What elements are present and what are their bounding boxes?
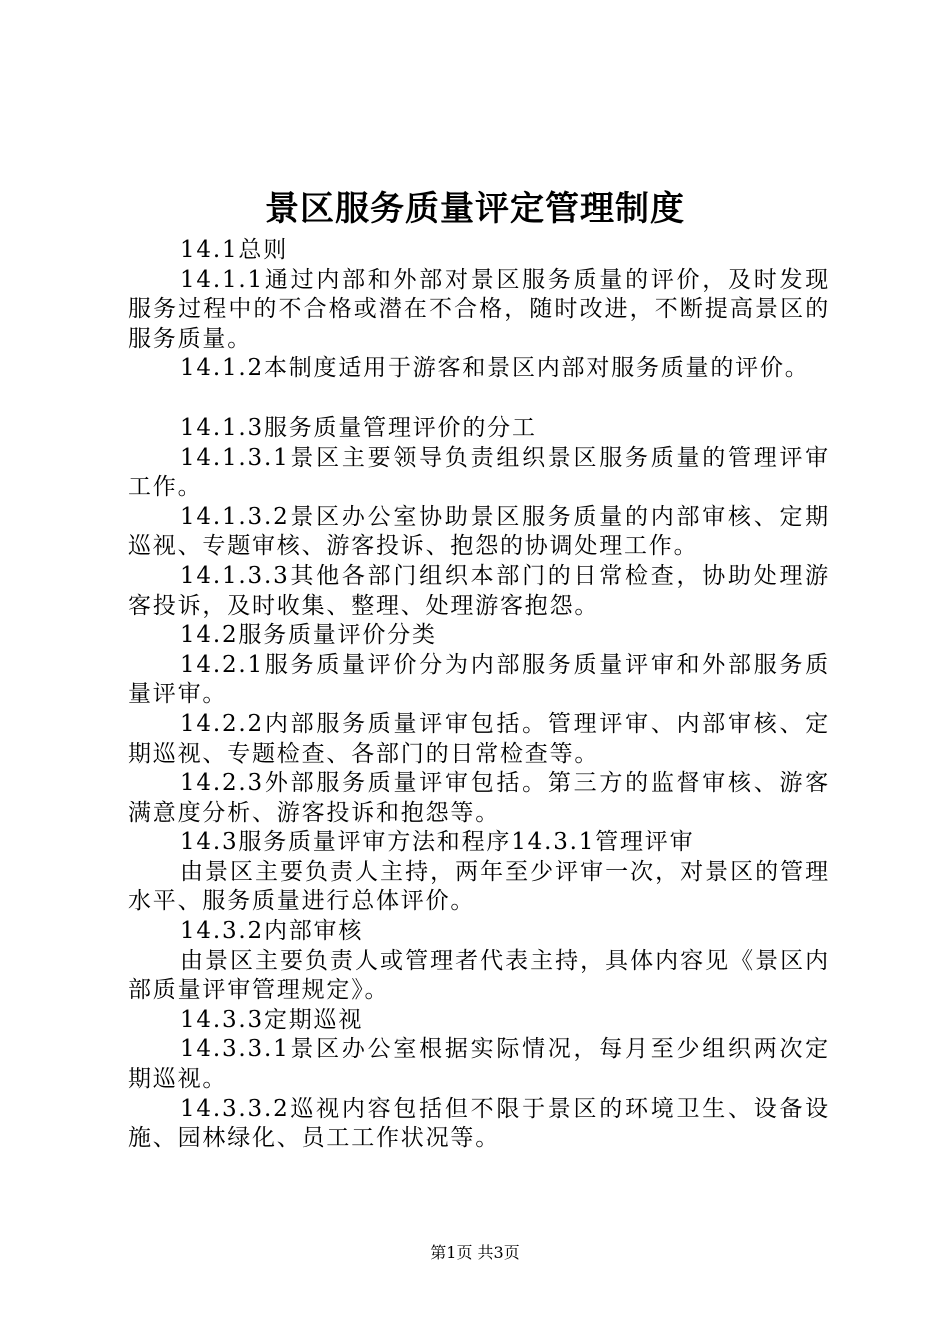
section-heading: 14.3.2内部审核	[180, 918, 364, 945]
paragraph: 由景区主要负责人主持，两年至少评审一次，对景区的管理水平、服务质量进行总体评价。	[128, 858, 830, 915]
document-title: 景区服务质量评定管理制度	[265, 189, 685, 229]
paragraph: 14.1.2本制度适用于游客和景区内部对服务质量的评价。	[180, 355, 810, 382]
paragraph: 14.2.3外部服务质量评审包括。第三方的监督审核、游客满意度分析、游客投诉和抱怨等。	[128, 770, 830, 826]
paragraph: 14.1.3.1景区主要领导负责组织景区服务质量的管理评审工作。	[128, 444, 830, 501]
paragraph: 14.2.2内部服务质量评审包括。管理评审、内部审核、定期巡视、专题检查、各部门的日常检查等。	[128, 710, 830, 767]
paragraph: 由景区主要负责人或管理者代表主持，具体内容见《景区内部质量评审管理规定》。	[128, 947, 830, 1004]
paragraph: 14.2.1服务质量评价分为内部服务质量评审和外部服务质量评审。	[128, 651, 830, 708]
paragraph: 14.1.3.3其他各部门组织本部门的日常检查，协助处理游客投诉，及时收集、整理、处理游客抱怨。	[128, 562, 830, 619]
paragraph: 14.1.1通过内部和外部对景区服务质量的评价，及时发现服务过程中的不合格或潜在不合格，随时改进，不断提高景区的服务质量。	[128, 266, 830, 352]
section-heading: 14.1总则	[180, 237, 289, 263]
section-heading: 14.3服务质量评审方法和程序14.3.1管理评审	[180, 829, 695, 856]
paragraph: 14.1.3.2景区办公室协助景区服务质量的内部审核、定期巡视、专题审核、游客投诉、抱怨的协调处理工作。	[128, 503, 830, 560]
paragraph: 14.3.3.1景区办公室根据实际情况，每月至少组织两次定期巡视。	[128, 1036, 830, 1093]
page-number-footer: 第1页 共3页	[430, 1243, 520, 1262]
document-body	[128, 236, 830, 1154]
section-heading: 14.3.3定期巡视	[180, 1006, 364, 1033]
section-heading: 14.1.3服务质量管理评价的分工	[180, 414, 537, 441]
paragraph-spacer	[128, 384, 830, 414]
paragraph: 14.3.3.2巡视内容包括但不限于景区的环境卫生、设备设施、园林绿化、员工工作状况等。	[128, 1095, 830, 1152]
section-heading: 14.2服务质量评价分类	[180, 622, 437, 649]
